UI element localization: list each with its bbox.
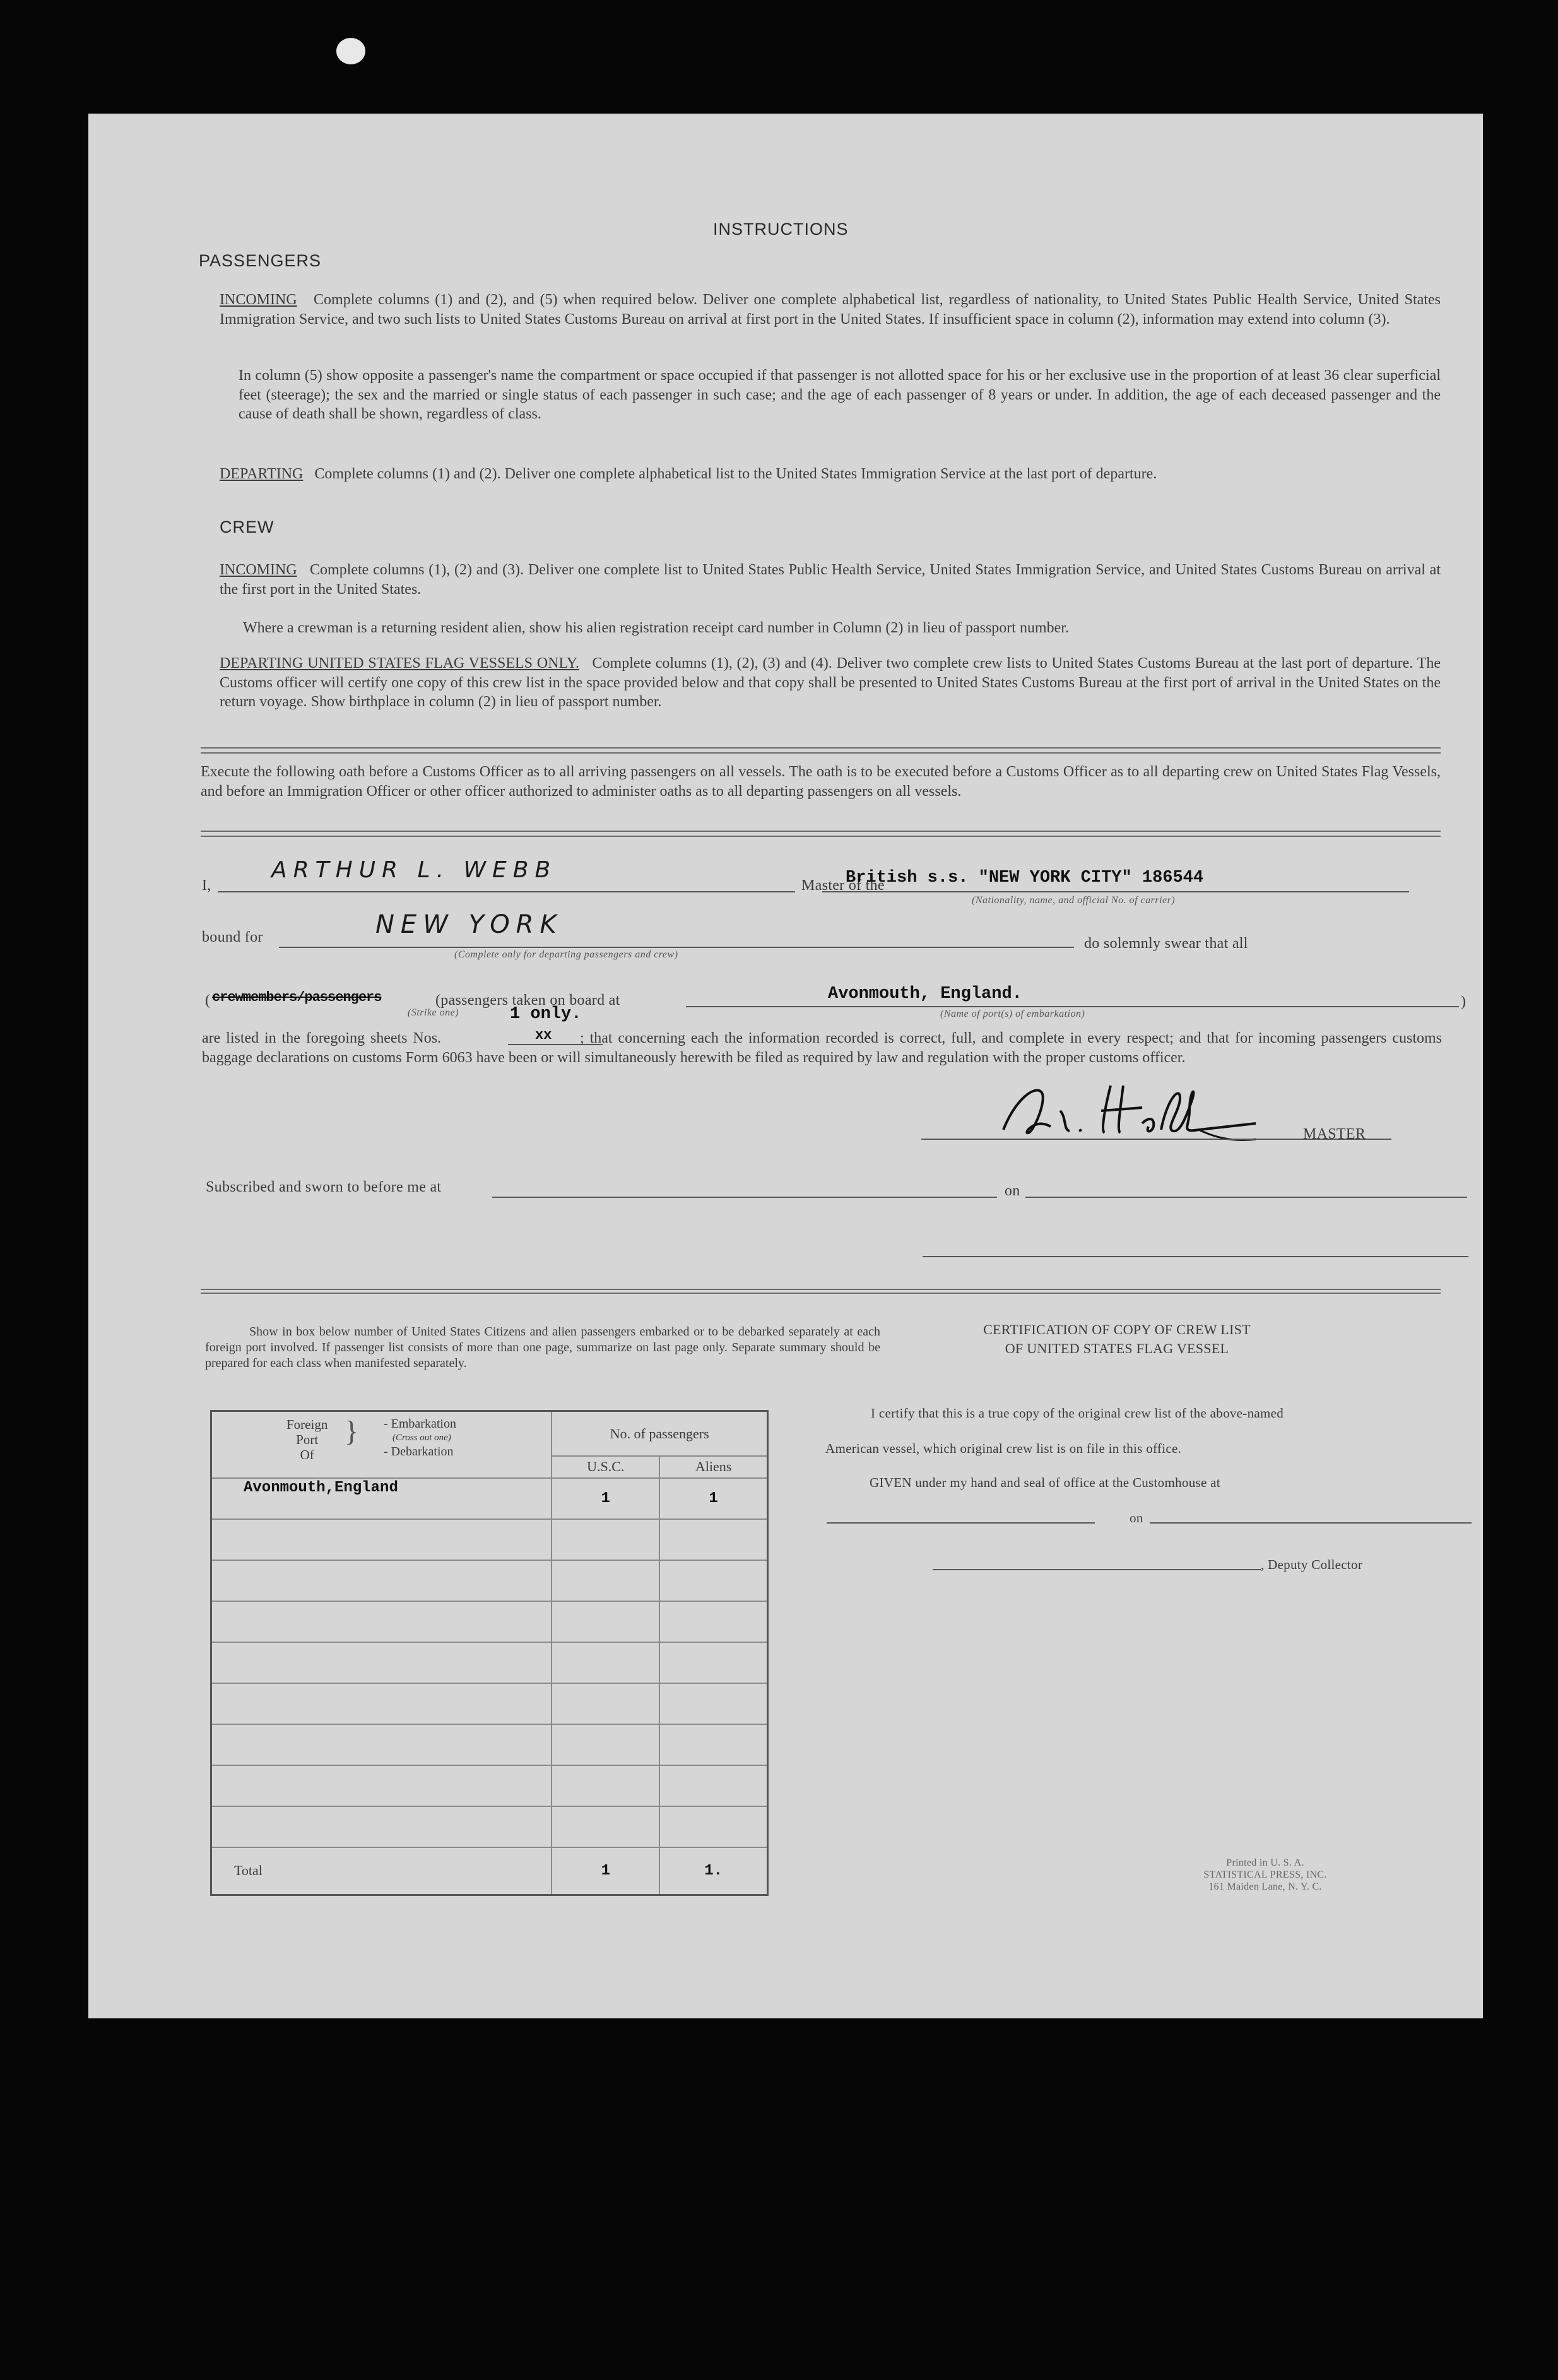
certification-title-line1: CERTIFICATION OF COPY OF CREW LIST (983, 1322, 1251, 1337)
certification-title-line2: OF UNITED STATES FLAG VESSEL (1005, 1341, 1229, 1356)
customhouse-line (827, 1522, 1095, 1524)
total-row (211, 1847, 768, 1895)
departing-text: Complete columns (1) and (2). Deliver one complete alphabetical list to the United States Immigration Service at the last port of departure. (314, 466, 1157, 482)
table-row (211, 1519, 768, 1560)
flag-vessels-paragraph (220, 654, 1441, 712)
sheets-label: are listed in the foregoing sheets Nos. (202, 1030, 442, 1046)
sheets-paragraph (202, 1029, 1442, 1067)
certify-text-2: American vessel, which original crew list is on file in this office. (825, 1441, 1182, 1456)
total-usc: 1 (601, 1862, 610, 1880)
flag-text: Complete columns (1), (2), (3) and (4). Deliver two complete crew lists to United States Customs Bureau at the last port of departure. The Customs officer will certify one copy of this crew list in the space provided below and that copy shall be presented to United States Customs Bureau at the first port of arrival in the United States on the return voyage. Show birthplace in column (2) in lieu of passport number. (220, 655, 1441, 710)
departing-label: DEPARTING (220, 466, 304, 482)
table-row (211, 1560, 768, 1601)
struck-crew-passengers: crewmembers/passengers (212, 990, 382, 1005)
oath-intro: Execute the following oath before a Customs Officer as to all arriving passengers on all vessels. The oath is to be executed before a Customs Officer as to all departing crew on United States Flag Vessels, and before an Immigration Officer or other officer authorized to administer oaths as to all departing passengers on all vessels. (201, 764, 1441, 800)
printer-imprint (1155, 1857, 1376, 1893)
table-row (211, 1683, 768, 1724)
port-line (686, 1006, 1459, 1007)
passenger-count-table (210, 1410, 769, 1896)
officer-signature-line (923, 1256, 1468, 1257)
printer-line2: STATISTICAL PRESS, INC. (1203, 1869, 1327, 1880)
usc-header: U.S.C. (552, 1456, 659, 1478)
vessel-caption: (Nationality, name, and official No. of carrier) (972, 895, 1176, 906)
concerning-text: ; that concerning each the information recorded is correct, full, and complete in every respect; and that for incoming passengers customs baggage declarations on customs Form 6063 have been or will simultaneously herewith be filed as required by law and regulation with the proper customs officer. (202, 1030, 1442, 1066)
swear-text: do solemnly swear that all (1084, 935, 1248, 952)
subscribed-date-line (1025, 1197, 1467, 1198)
debarkation-label: - Debarkation (384, 1445, 454, 1459)
deputy-line (933, 1569, 1261, 1570)
bound-for-line (279, 947, 1074, 948)
punch-hole (336, 38, 365, 64)
bound-for-value: NEW YORK (375, 910, 563, 939)
certification-title (915, 1320, 1319, 1358)
incoming-text: Complete columns (1) and (2), and (5) when required below. Deliver one complete alphabetical list, regardless of nationality, to United States Public Health Service, United States Immigration Service, and two such lists to United States Customs Bureau on arrival at first port in the United States. If insufficient space in column (2), information may extend into column (3). (220, 292, 1441, 328)
cross-out-label: (Cross out one) (392, 1433, 451, 1443)
crew-heading: CREW (220, 518, 274, 536)
foreign-label: Foreign (286, 1417, 328, 1432)
crew-incoming-paragraph (220, 560, 1441, 599)
passengers-departing-paragraph (220, 465, 1441, 484)
column5-paragraph: In column (5) show opposite a passenger's name the compartment or space occupied if that passenger is not allotted space for his or her exclusive use in the proportion of at least 36 clear superficial feet (steerage); the sex and the married or single status of each passenger in such case; and the age of each passenger of 8 years or under. In addition, the age of each deceased passenger and the cause of death shall be shown, regardless of class. (239, 367, 1441, 422)
table-row (211, 1806, 768, 1847)
certify-date-line (1150, 1522, 1472, 1524)
port-caption: (Name of port(s) of embarkation) (940, 1009, 1085, 1019)
sheets-value: 1 only. (510, 1005, 582, 1024)
passengers-heading: PASSENGERS (199, 251, 322, 270)
crewman-paragraph: Where a crewman is a returning resident alien, show his alien registration receipt card number in Column (2) in lieu of passport number. (243, 620, 1069, 636)
embarkation-label: - Embarkation (384, 1417, 456, 1431)
embarkation-port: Avonmouth, England. (828, 985, 1022, 1004)
subscribed-label: Subscribed and sworn to before me at (206, 1179, 442, 1195)
total-label: Total (211, 1847, 552, 1895)
table-row (211, 1478, 768, 1519)
bound-for-label: bound for (202, 929, 263, 945)
no-passengers-header: No. of passengers (552, 1411, 767, 1457)
deputy-label: , Deputy Collector (1261, 1557, 1363, 1572)
of-label: Of (300, 1447, 314, 1462)
printer-line1: Printed in U. S. A. (1226, 1857, 1304, 1868)
divider (201, 747, 1441, 754)
bound-caption: (Complete only for departing passengers and crew) (454, 949, 678, 960)
on-label: on (1005, 1183, 1020, 1199)
table-row (211, 1765, 768, 1806)
passengers-incoming-paragraph (220, 290, 1441, 329)
row-usc: 1 (601, 1490, 610, 1508)
instructions-title: INSTRUCTIONS (713, 220, 849, 239)
master-name: ARTHUR L. WEBB (271, 857, 557, 883)
incoming-label: INCOMING (220, 292, 297, 308)
crew-incoming-label: INCOMING (220, 562, 297, 578)
divider (201, 831, 1441, 837)
subscribed-place-line (492, 1197, 997, 1198)
strike-open-paren: ( (205, 992, 211, 1009)
taken-text: (passengers taken on board at (435, 992, 620, 1009)
master-name-line (218, 891, 795, 892)
port-header-cell (211, 1411, 552, 1478)
printer-line3: 161 Maiden Lane, N. Y. C. (1208, 1881, 1322, 1892)
master-signature (991, 1073, 1344, 1149)
form-page (88, 114, 1483, 2018)
crew-incoming-text: Complete columns (1), (2) and (3). Deliver one complete list to United States Public Health Service, United States Immigration Service, and United States Customs Bureau on arrival at the first port in the United States. (220, 562, 1441, 598)
sheets-struck: xx (535, 1027, 552, 1043)
aliens-header: Aliens (659, 1456, 767, 1478)
divider (201, 1289, 1441, 1294)
port-label: Port (296, 1432, 319, 1447)
vessel-line (822, 891, 1409, 892)
row-aliens: 1 (709, 1490, 718, 1508)
certify-on-label: on (1130, 1510, 1143, 1525)
brace: } (345, 1415, 359, 1447)
table-row (211, 1601, 768, 1642)
certify-text-3: GIVEN under my hand and seal of office at the Customhouse at (870, 1475, 1220, 1490)
certify-text-1: I certify that this is a true copy of the original crew list of the above-named (871, 1406, 1284, 1421)
master-label: MASTER (1303, 1126, 1366, 1142)
row-port: Avonmouth,England (244, 1479, 398, 1496)
table-row (211, 1724, 768, 1765)
i-label: I, (202, 877, 211, 894)
strike-caption: (Strike one) (408, 1007, 459, 1018)
table-row (211, 1642, 768, 1683)
box-instructions: Show in box below number of United States Citizens and alien passengers embarked or to be debarked separately at each foreign port involved. If passenger list consists of more than one page, summarize on last page only. Separate summary should be prepared for each class when manifested separately. (205, 1325, 880, 1370)
flag-label: DEPARTING UNITED STATES FLAG VESSELS ONLY. (220, 655, 580, 672)
vessel-name: British s.s. "NEW YORK CITY" 186544 (846, 868, 1204, 887)
port-close-paren: ) (1461, 993, 1467, 1010)
total-aliens: 1. (704, 1862, 723, 1880)
master-of-label: Master of the (801, 877, 885, 894)
